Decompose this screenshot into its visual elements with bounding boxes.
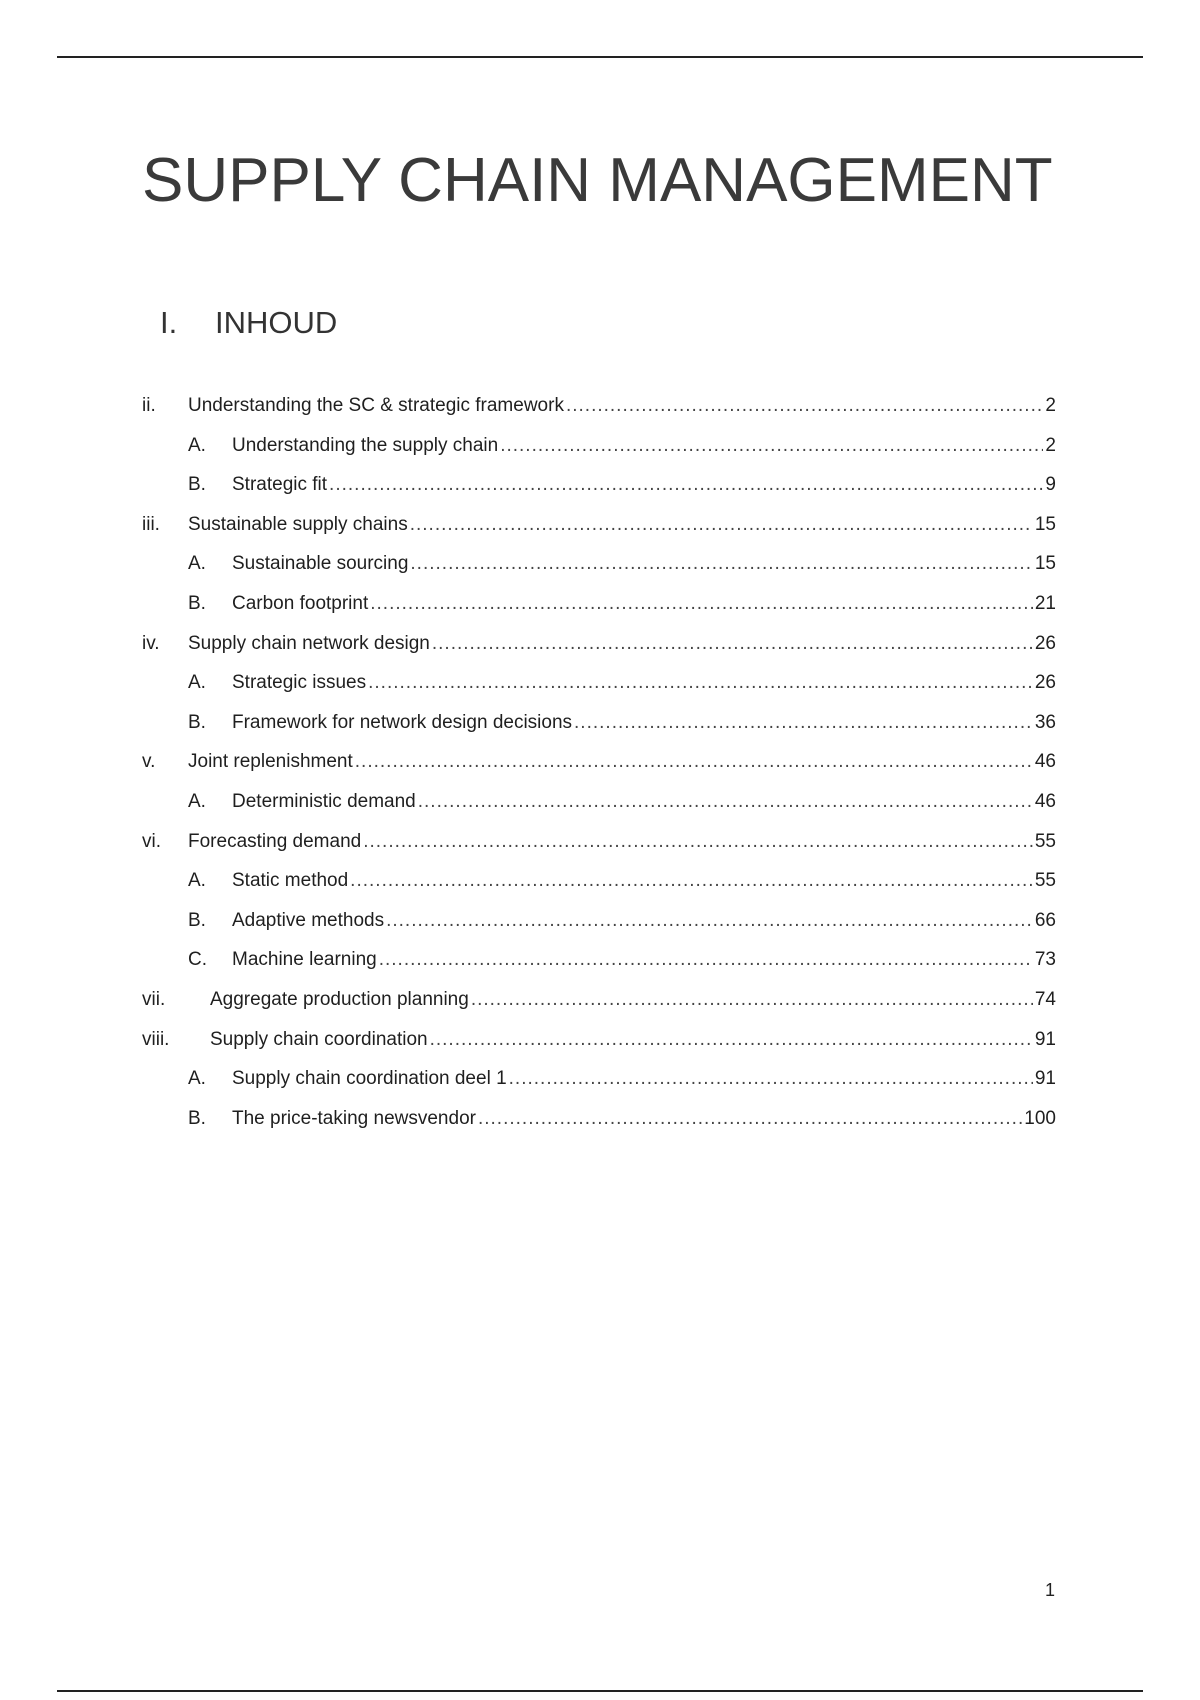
section-heading: [160, 307, 337, 338]
toc-entry-page: 91: [1034, 1068, 1056, 1090]
toc-entry-number: A.: [188, 790, 206, 812]
toc-subentry[interactable]: [142, 593, 1056, 633]
toc-entry-page: 26: [1034, 672, 1056, 694]
toc-entry-page: 36: [1034, 711, 1056, 733]
toc-subentry[interactable]: [142, 474, 1056, 514]
toc-entry-number: iv.: [142, 632, 160, 654]
toc-entry-title: Supply chain network design: [188, 632, 430, 654]
toc-entry-page: 9: [1045, 474, 1056, 496]
toc-leader-dots: [350, 870, 1033, 892]
toc-entry-number: A.: [188, 434, 206, 456]
toc-entry-page: 66: [1034, 909, 1056, 931]
page-number: 1: [1044, 1580, 1055, 1600]
toc-leader-dots: [410, 553, 1032, 575]
toc-entry-title: Deterministic demand: [232, 790, 416, 812]
toc-subentry[interactable]: [142, 1068, 1056, 1108]
toc-entry-title: Joint replenishment: [188, 751, 353, 773]
toc-leader-dots: [363, 831, 1033, 853]
footer-rule: [57, 1690, 1143, 1692]
toc-entry-number: A.: [188, 1068, 206, 1090]
toc-entry-page: 2: [1045, 434, 1056, 456]
toc-entry-number: A.: [188, 672, 206, 694]
toc-entry-title: Strategic issues: [232, 672, 367, 694]
toc-entry[interactable]: [142, 751, 1056, 791]
toc-entry-page: 91: [1034, 1028, 1056, 1050]
header-rule: [57, 56, 1143, 58]
toc-entry[interactable]: [142, 989, 1056, 1029]
toc-entry-title: Sustainable sourcing: [232, 553, 409, 575]
toc-entry-number: C.: [188, 949, 207, 971]
toc-entry-number: v.: [142, 751, 156, 773]
toc-entry-page: 100: [1024, 1107, 1056, 1129]
toc-entry-number: iii.: [142, 513, 160, 535]
toc-entry-number: B.: [188, 711, 206, 733]
toc-entry-page: 55: [1034, 870, 1056, 892]
toc-leader-dots: [430, 1029, 1033, 1051]
toc-entry-number: viii.: [142, 1028, 170, 1050]
toc-leader-dots: [509, 1068, 1033, 1090]
toc-subentry[interactable]: [142, 712, 1056, 752]
toc-entry-number: B.: [188, 909, 206, 931]
toc-subentry[interactable]: [142, 553, 1056, 593]
toc-subentry[interactable]: [142, 910, 1056, 950]
toc-entry-number: vi.: [142, 830, 161, 852]
toc-leader-dots: [386, 910, 1033, 932]
toc-entry-page: 15: [1034, 513, 1056, 535]
toc-entry[interactable]: [142, 514, 1056, 554]
toc-entry-title: Static method: [232, 870, 349, 892]
toc-entry-title: Aggregate production planning: [210, 988, 469, 1010]
toc-leader-dots: [379, 949, 1033, 971]
toc-leader-dots: [574, 712, 1033, 734]
toc-entry-number: ii.: [142, 395, 156, 416]
toc-entry-title: Understanding the supply chain: [232, 434, 499, 456]
toc-entry-page: 21: [1034, 592, 1056, 614]
toc-subentry[interactable]: [142, 672, 1056, 712]
document-title: SUPPLY CHAIN MANAGEMENT: [142, 146, 1053, 215]
toc-leader-dots: [370, 593, 1033, 615]
toc-leader-dots: [566, 395, 1043, 417]
toc-entry-number: A.: [188, 553, 206, 575]
toc-leader-dots: [432, 633, 1033, 655]
toc-leader-dots: [471, 989, 1033, 1011]
toc-entry-page: 26: [1034, 632, 1056, 654]
toc-entry[interactable]: [142, 831, 1056, 871]
toc-entry-number: A.: [188, 870, 206, 892]
toc-entry-page: 55: [1034, 830, 1056, 852]
toc-entry-number: B.: [188, 1107, 206, 1129]
toc-entry-page: 2: [1045, 395, 1056, 416]
toc-entry[interactable]: [142, 1029, 1056, 1069]
section-number: I.: [160, 305, 178, 340]
toc-subentry[interactable]: [142, 870, 1056, 910]
toc-entry-number: B.: [188, 474, 206, 496]
toc-entry-page: 73: [1034, 949, 1056, 971]
toc-leader-dots: [368, 672, 1033, 694]
toc-entry-page: 46: [1034, 790, 1056, 812]
toc-subentry[interactable]: [142, 949, 1056, 989]
toc-entry-page: 15: [1034, 553, 1056, 575]
toc-entry-page: 46: [1034, 751, 1056, 773]
toc-leader-dots: [329, 474, 1043, 496]
toc-entry[interactable]: [142, 395, 1056, 435]
toc-subentry[interactable]: [142, 1108, 1056, 1148]
toc-leader-dots: [478, 1108, 1022, 1130]
toc-subentry[interactable]: [142, 791, 1056, 831]
toc-entry-number: vii.: [142, 988, 166, 1010]
toc-subentry[interactable]: [142, 435, 1056, 475]
toc-entry-title: Understanding the SC & strategic framework: [188, 395, 564, 416]
toc-leader-dots: [410, 514, 1033, 536]
toc-entry[interactable]: [142, 633, 1056, 673]
toc-entry-title: Framework for network design decisions: [232, 711, 573, 733]
toc-entry-title: Sustainable supply chains: [188, 513, 408, 535]
table-of-contents: [142, 395, 1056, 1147]
toc-entry-title: Forecasting demand: [188, 830, 362, 852]
toc-leader-dots: [418, 791, 1033, 813]
toc-entry-title: Adaptive methods: [232, 909, 385, 931]
section-title: INHOUD: [215, 305, 338, 340]
toc-entry-number: B.: [188, 592, 206, 614]
toc-leader-dots: [355, 751, 1033, 773]
toc-entry-title: Machine learning: [232, 949, 377, 971]
toc-entry-title: Supply chain coordination deel 1: [232, 1068, 507, 1090]
toc-leader-dots: [500, 435, 1043, 457]
toc-entry-title: The price-taking newsvendor: [232, 1107, 476, 1129]
toc-entry-title: Carbon footprint: [232, 592, 369, 614]
toc-entry-title: Supply chain coordination: [210, 1028, 428, 1050]
toc-entry-page: 74: [1034, 988, 1056, 1010]
toc-entry-title: Strategic fit: [232, 474, 328, 496]
